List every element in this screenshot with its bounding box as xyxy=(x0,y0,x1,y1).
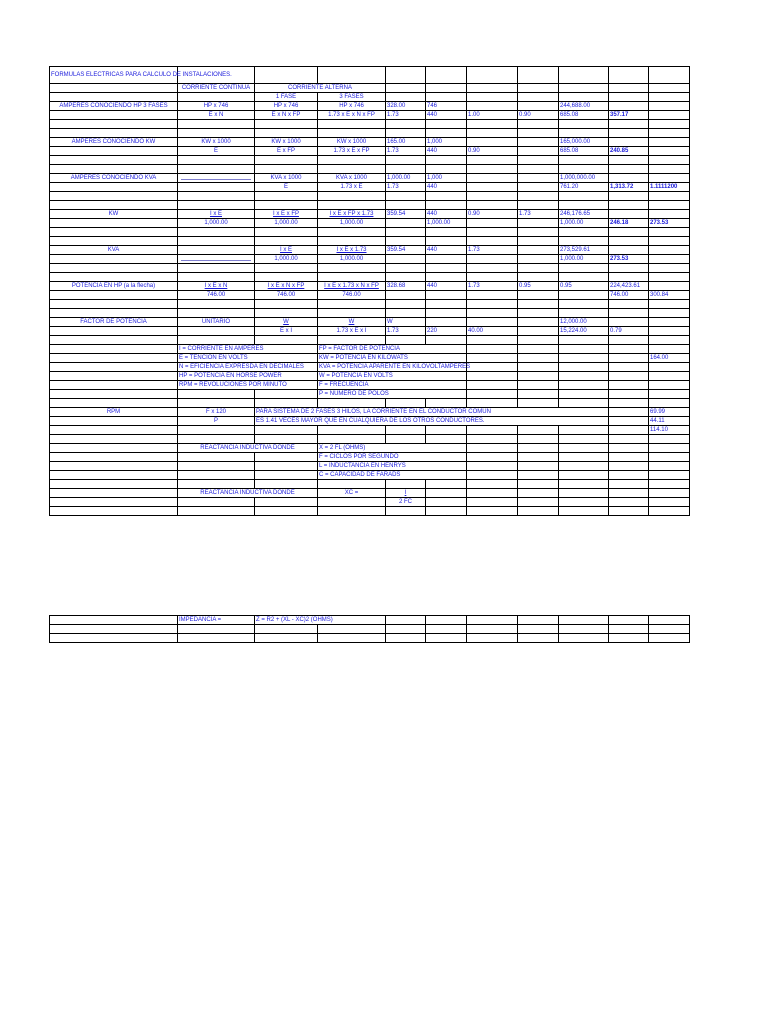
table-row: 746.00 746.00 746.00 746.00 300.84 xyxy=(50,291,690,300)
table-row: F = CICLOS POR SEGUNDO xyxy=(50,453,690,462)
table-row xyxy=(50,625,690,634)
table-row xyxy=(50,237,690,246)
table-row: I = CORRIENTE EN AMPERES FP = FACTOR DE POTENCIA xyxy=(50,345,690,354)
row-label: KVA xyxy=(50,246,178,255)
table-row xyxy=(50,507,690,516)
table-row xyxy=(50,309,690,318)
table-row: E = TENCION EN VOLTS KW = POTENCIA EN KILOWATS 164.00 xyxy=(50,354,690,363)
row-label: AMPERES CONOCIENDO KW xyxy=(50,138,178,147)
table-row: E x I 1.73 x E x I 1.73 220 40.00 15,224.00 0.79 xyxy=(50,327,690,336)
table-row: POTENCIA EN HP (a la flecha) I x E x N I x E x N x FP I x E x 1.73 x N x FP 328.68 440 1.73 0.95 0.95 224,423.61 xyxy=(50,282,690,291)
table-row: AMPERES CONOCIENDO HP 3 FASES HP x 746 HP x 746 HP x 746 328.00 746 244,688.00 xyxy=(50,102,690,111)
table-row: REACTANCIA INDUCTIVA DONDE X = 2 FL (OHMS) xyxy=(50,444,690,453)
table-row: E 1.73 x E 1.73 440 761.20 1,313.72 1.1111200 xyxy=(50,183,690,192)
table-row xyxy=(50,399,690,408)
table-row: RPM = REVOLUCIONES POR MINUTO F = FRECUENCIA xyxy=(50,381,690,390)
header-ca: CORRIENTE ALTERNA xyxy=(255,84,386,93)
table-row xyxy=(50,435,690,444)
row-label: POTENCIA EN HP (a la flecha) xyxy=(50,282,178,291)
table-row: RPM F x 120 PARA SISTEMA DE 2 FASES 3 HILOS, LA CORRIENTE EN EL CONDUCTOR COMUN 69.99 xyxy=(50,408,690,417)
impedance-table xyxy=(49,615,690,643)
row-label: FACTOR DE POTENCIA xyxy=(50,318,178,327)
table-row: P = NUMERO DE POLOS xyxy=(50,390,690,399)
table-row: 2 FC xyxy=(50,498,690,507)
table-row: HP = POTENCIA EN HORSE POWER W = POTENCIA EN VOLTS xyxy=(50,372,690,381)
table-row: KW I x E I x E x FP I x E x FP x 1.73 359.54 440 0.90 1.73 246,176.65 xyxy=(50,210,690,219)
table-row xyxy=(50,67,690,84)
table-row xyxy=(50,300,690,309)
table-row: AMPERES CONOCIENDO KVA KVA x 1000 KVA x 1000 1,000.00 1,000 1,000,000.00 xyxy=(50,174,690,183)
table-row xyxy=(50,201,690,210)
table-row: L = INDUCTANCIA EN HENRYS xyxy=(50,462,690,471)
table-row xyxy=(50,156,690,165)
impedance-label: IMPEDANCIA = xyxy=(178,616,255,625)
table-row: FACTOR DE POTENCIA UNITARIO W W W 12,000.00 xyxy=(50,318,690,327)
row-label: REACTANCIA INDUCTIVA DONDE xyxy=(178,489,318,498)
formulas-sheet xyxy=(49,66,690,516)
sheet-title: FORMULAS ELECTRICAS PARA CALCULO DE INSTALACIONES. xyxy=(50,67,178,84)
table-row xyxy=(50,84,690,93)
table-row xyxy=(50,93,690,102)
table-row: KVA I x E I x E x 1.73 359.54 440 1.73 273,529.61 xyxy=(50,246,690,255)
header-3-fases: 3 FASES xyxy=(318,93,386,102)
table-row xyxy=(50,228,690,237)
header-1-fase: 1 FASE xyxy=(255,93,318,102)
table-row: P ES 1.41 VECES MAYOR QUE EN CUALQUIERA DE LOS OTROS CONDUCTORES. 44.11 xyxy=(50,417,690,426)
table-row xyxy=(50,336,690,345)
table-row: C = CAPACIDAD DE FARADS xyxy=(50,471,690,480)
table-row xyxy=(50,165,690,174)
table-row: 114.10 xyxy=(50,426,690,435)
header-cc: CORRIENTE CONTINUA xyxy=(178,84,255,93)
table-row: REACTANCIA INDUCTIVA DONDE XC = I xyxy=(50,489,690,498)
table-row xyxy=(50,120,690,129)
row-label: RPM xyxy=(50,408,178,417)
table-row: 1,000.00 1,000.00 1,000.00 1,000.00 1,000.00 246.18 273.53 xyxy=(50,219,690,228)
table-row xyxy=(50,616,690,625)
row-label: AMPERES CONOCIENDO HP 3 FASES xyxy=(50,102,178,111)
table-row xyxy=(50,480,690,489)
row-label: REACTANCIA INDUCTIVA DONDE xyxy=(178,444,318,453)
table-row xyxy=(50,264,690,273)
table-row: E x N E x N x FP 1.73 x E x N x FP 1.73 440 1.00 0.90 685.08 357.17 xyxy=(50,111,690,120)
table-row xyxy=(50,273,690,282)
table-row: AMPERES CONOCIENDO KW KW x 1000 KW x 1000 KW x 1000 165.00 1,000 165,000.00 xyxy=(50,138,690,147)
table-row: E E x FP 1.73 x E x FP 1.73 440 0.90 685.08 240.85 xyxy=(50,147,690,156)
table-row xyxy=(50,192,690,201)
impedance-formula: Z = R2 + (XL - XC)2 (OHMS) xyxy=(255,616,386,625)
table-row: N = EFICIENCIA EXPRESDA EN DECIMALES KVA = POTENCIA APARENTE EN KILOVOLTAMPERES xyxy=(50,363,690,372)
row-label: KW xyxy=(50,210,178,219)
row-label: AMPERES CONOCIENDO KVA xyxy=(50,174,178,183)
table-row xyxy=(50,129,690,138)
table-row: 1,000.00 1,000.00 1,000.00 273.53 xyxy=(50,255,690,264)
table-row xyxy=(50,634,690,643)
